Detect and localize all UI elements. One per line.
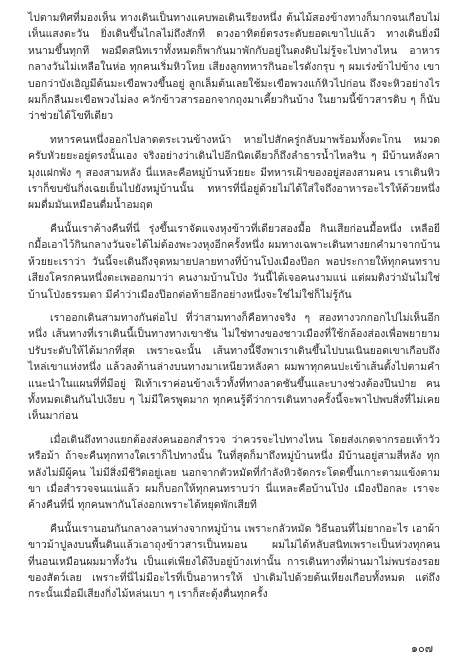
paragraph: คืนนั้นเรานอนกันกลางลานห่างจากหมู่บ้าน เพราะกลัวหมัด วิธีนอนที่ไม่ยากอะไร เอาผ้าขาวม้าปูลงบนพื้นดินแล้วเอาถุงข้าวสารเป็นหมอน ผมไม่ได้หลับสนิทเพราะเป็นห่วงทุกคนที่นอนเหมือนผมมาทั้งวัน เป็นแต่เพียงได้งีบอยู่บ้างเท่านั้น การเดินทางที่ผ่านมาไม่พบร่องรอยของสัตว์เลย เพราะที่นี่ไม่มีอะไรที่เป็นอาหารให้ ป่าเดิมไปด้วยต้นเหียงเกือบทั้งหมด แต่ถึงกระนั้นเมื่อมีเสียงกิ่งไม้หล่นเบา ๆ เราก็สะดุ้งตื่นทุกครั้ง (28, 522, 440, 601)
paragraph: คืนนั้นเราค้างคืนที่นี่ รุ่งขึ้นเราจัดแจงหุงข้าวที่เดียวสองมื้อ กินเสียก่อนมื้อหนึ่ง เหลือยีกมื้อเอาไว้กินกลางวันจะได้ไม่ต้องพะวงหุงอีกครั้งหนึ่ง ผมทางเฉพาะเดินทางยกคำมาจากบ้านห้วยยะเราว่า วันนี้จะเดินถึงจุดหมายปลายทางที่บ้านโป่งเมืองป๊อก พอประกายให้ทุกคนทราบ เสียงโครกคนหนึ่งตะเพออกมาว่า คนงามบ้านโป่ง วันนี้ได้เจอคนงามแน่ แต่ผมติงว่ามันไม่ใช่บ้านโป่งธรรมดา มีคำว่าเมืองป๊อกต่อท้ายอีกอย่างหนึ่งจะใช่ไม่ใช่ก็ไม่รู้กัน (28, 222, 440, 301)
paragraph: เราออกเดินสามทางกันต่อไป ที่ว่าสามทางก็คือทางจริง ๆ สองทางวกกอกไปไม่เห็นอีกหนึ่ง เส้นทางที่เราเดินนี้เป็นทางทางเขาชัน ไม่ใช่ทางของชาวเมืองที่ใช้กล้องส่องเพื่อพยายามปรับระดับให้ได้มากที่สุด เพราะฉะนั้น เส้นทางนี้จึงพาเราเดินขึ้นไปบนเนินยอดเขาเกือบถึงไหล่เขาแห่งหนึ่ง แล้วลงด้านล่างบนทางมาเหนียวหลังคา ผมพาทุกคนปะเข้าเส้นตั้งไปตามคำแนะนำในแผนที่ที่มีอยู่ ฝีเท้าเราค่อนข้างเร็วทั้งที่ทางลาดชันขึ้นและบางช่วงต้องปีนป่าย คนทั้งหมดเดินกันไปเงียบ ๆ ไม่มีใครพูดมาก ทุกคนรู้ดีว่าการเดินทางครั้งนี้จะพาไปพบสิ่งที่ไม่เคยเห็นมาก่อน (28, 311, 440, 423)
paragraph: ทหารคนหนึ่งออกไปลาดตระเวนข้างหน้า หายไปสักครู่กลับมาพร้อมทั้งตะโกน หมวดครับหัวยยะอยู่ตรงนั้นเอง จริงอย่างว่าเดินไปอีกนิดเดียวก็ถึงลำธารน้ำไหลริน ๆ มีบ้านหลังคามุงแฝกพัง ๆ สองสามหลัง นี่แหละคือหมู่บ้านห้วยยะ มีทหารเฝ้าของอยู่สองสามคน เราเดินหิวเราก็ขบขันกิ่งเฉยเย็นไปยังหมู่บ้านนั้น ทหารที่นี่อยู่ด้วยไม่ได้ใส่ใจถึงอาหารอะไรให้ด้วยหนึ่ง ผมดื่มมันเหมือนดื่มน้ำอมฤต (28, 133, 440, 212)
body-text (28, 10, 440, 610)
page-number: ๑๐๗ (411, 642, 433, 655)
paragraph: ไปตามทิศที่มองเห็น ทางเดินเป็นทางแคบพอเดินเรียงหนึ่ง ต้นไม้สองข้างทางก็มากจนเกือบไม่เห็นแสงตะวัน ยิ่งเดินขึ้นไกลไม่ถึงสักที ดวงอาทิตย์ตรงระดับยอดเขาไปแล้ว ทางเดินยิ่งมีหนามขึ้นทุกที พอมืดสนิทเราทั้งหมดก็พากันมาพักกับอยู่ในดงดิบไม่รู้จะไปทางไหน อาหารกลางวันไม่เหลือในห่อ ทุกคนเริ่มหิวโหย เสียงลูกทหารกินอะไรดังกรุบ ๆ ผมเร่งข้าไปข้าง เขาบอกว่าบังเอิญมีต้นมะเขือพวงขึ้นอยู่ ลูกเล็มต้นเลยใช้มะเขือพวงแก้หิวไปก่อน ถึงจะหิวอย่างไรผมก็กลืนมะเขือพวงไม่ลง ควักข้าวสารออกจากถุงมาเคี้ยวกินบ้าง ในยามนี้ข้าวสารดิบ ๆ ก็นับว่าช่วยได้โขทีเดียว (28, 12, 440, 123)
paragraph: เมื่อเดินถึงทางแยกต้องส่งคนออกสำรวจ ว่าควรจะไปทางไหน โดยส่งเกดจากรอยเท้าวัวหรือม้า ถ้าจะคืนทุกทางใดเราก็ไปทางนั้น ในที่สุดก็มาถึงหมู่บ้านหนึ่ง มีบ้านอยู่สามสี่หลัง ทุกหลังไม่มีผู้คน ไม่มีสิ่งมีชีวิตอยู่เลย นอกจากตัวหมัดที่กำลังหิวจัดกระโดดขึ้นเกาะตามแข้งตามขา เมื่อสำรวจจนแน่แล้ว ผมก็บอกให้ทุกคนทราบว่า นี่แหละคือบ้านโป่ง เมืองป๊อกละ เราจะค้างคืนที่นี่ ทุกคนพากันโล่งอกเพราะได้หยุดพักเสียที (28, 433, 440, 512)
